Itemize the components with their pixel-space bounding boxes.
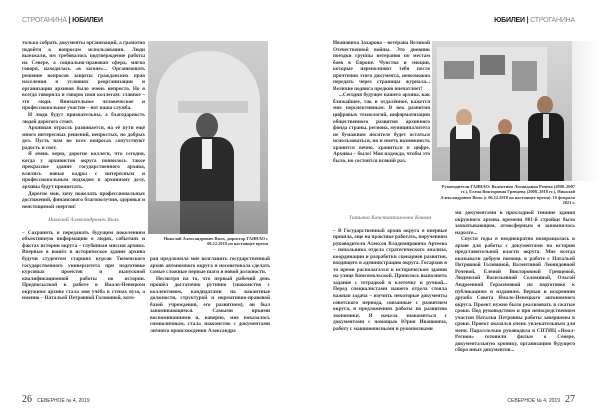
- photo-archive-directors: [432, 41, 600, 181]
- right-column-1-top: [333, 40, 430, 208]
- rubric-name: ЮБИЛЕИ: [72, 17, 103, 24]
- photo-caption: Николай Александрович Виль, директор ГАЯНАО с 06.12.2018 по настоящее время: [163, 236, 268, 247]
- paragraph: Спустя годы я неоднократно возвращалась в архив для работы с документами по истории представительной власти округа. Мне всегда оказывали добрую помощь в работе с Натальей Петровной Головиной, Валентиной Леонидовной Рочевой, Еленой Викторовной Гревцевой, Людмилой Васильевной Соломиной, Ольгой Андреевной Герасимовой по подготовке к публикациям и изданиям. Верная и искренняя дружба Совета Ямало-Ненецкого автономного округа. Проект нужно было реализовать в сжатые сроки. Под руководством и при непосредственном участии Натальи Петровны работы завершены в сроки. Проект оказался очень увлекательным для меня. Параллельно руководила я СПТИЦ «Ямал-Регион» готовили фильм о Севере, документальную хронику, организацию будущего сбора иных документов...: [455, 236, 575, 354]
- paragraph: Архивная отрасль развивается, на её пути ещё много интересных решений, непростых, но добрых дел. Пусть вам во всех вопросах сопутствуют радость и свет.: [22, 125, 145, 151]
- paragraph: ...Сегодня будущее нашего архива, как ближайшее, так и отдалённое, кажется мне перспективным. В век развития цифровых технологий, информатизации общественного развития архивного фонда страны, региона, муниципалитета не бумажном носителе будет остаться использоваться, но и иметь возможность хранится вечно, храниться в цифре. Архивы – было! Моя надежда, чтобы это было, но состоится всякий раз.: [333, 92, 430, 164]
- paragraph: рая предложила мне возглавить государственный архив автономного округа и посоветовала сделать самые сложные первые шаги в новой должности.: [150, 256, 270, 276]
- left-running-header: [22, 17, 103, 24]
- page-number: 27: [565, 394, 575, 405]
- header-separator: |: [526, 17, 529, 24]
- section-name: СТРОГАНИНА: [22, 17, 67, 24]
- paragraph: – В Государственный архив округа я впервые пришла, еще на практике работать, поручениям руководителя Алексея Владимировича Артеева – начальника отдела стратегического анализа, координации и разработки сценариев развития, входящего в администрацию округа. Госархив в то время располагался в историческом здании на улице Комсомольской. Пришлось выполнять задание с тетрадкой в клеточку и ручкой... Перед специалистами нашего отдела стояла важная задача – изучить некоторые документы советского периода, связанные с развитием округа, в предложениях работы по развитию экономики. Я начала знакомиться с документами с помощью Юрия Ивановича, работу с машинописными и рукописными: [333, 227, 447, 332]
- section-name: СТРОГАНИНА: [530, 17, 575, 24]
- paragraph: ми документами в прохладной тишине здания окружного архива времени 801-й стройки было захватывающим, атмосферным и запомнилось надолго...: [455, 210, 575, 236]
- right-column-1-bottom: [333, 208, 447, 392]
- left-column-2: [150, 256, 270, 390]
- header-separator: |: [68, 17, 71, 24]
- photo-director-speech: [148, 41, 268, 234]
- left-column-1: [22, 40, 145, 390]
- photo-caption: Руководители ГАЯНАО: Валентина Леонидовна Рочева (2000–2007 гг.), Елена Викторовна Гревцева (2008–2018 гг.), Николай Александрович Виль (с 06.12.2018 по настоящее время). 16 февраля 2021 г.: [440, 184, 575, 206]
- paragraph: И люди будут признательны, а благодарность людей дорогого стоит.: [22, 112, 145, 125]
- paragraph: Я очень верю, дорогие коллеги, что сегодня, когда у архивистов округа появилось такое прекрасное здание государственного архива, влились новые кадры с интересным и профессиональным подходом к архивному делу, архивы будут процветать.: [22, 151, 145, 191]
- author-heading: Татьяна Константиновна Кокова: [348, 215, 432, 221]
- magazine-issue: СЕВЕРНОЕ № 4, 2019: [507, 398, 560, 404]
- paragraph: Дорогие мои, хочу пожелать профессиональных достижений, финансового благополучия, здоровья и неистощимой энергии!: [22, 190, 145, 210]
- paragraph: Несмотря на то, что первый рабочий день прошёл достаточно рутинно (знакомство с коллективом, кандидатами на вакантные должности, структурой и нормативно-правовой базой учреждения, его развитием), он был запоминающимся. Самыми яркими воспоминаниями и, наверно, мне показалось символичным, стала знакомство с документами личного происхождения Александра: [150, 275, 270, 335]
- paragraph: – Сохранять и передавать будущим поколениям объективную информацию о людях, событиях и фактах истории округа – глубинная миссия архива. Впервые я вошёл в историческое здание архива будучи студентом старших курсов Тюменского государственного университета при подготовке курсовых проектов и выпускной квалификационной работы по истории. Предпосылкой к работе в Ямало-Ненецком окружном архиве стала моя учёба в стенах вуза, а именно – Натальей Петровной Головиной, кото-: [22, 229, 145, 302]
- left-footer: [22, 394, 90, 405]
- rubric-name: ЮБИЛЕИ: [494, 17, 525, 24]
- right-footer: [507, 394, 575, 405]
- page-number: 26: [22, 394, 32, 405]
- paragraph: Ивановича Захарова – ветерана Великой Отечественной войны. Это дневник поездки группы ветеранов по местам боев в Европе. Чувства и эмоции, которые переполняют тебя после прочтения этого документа, невозможно передать через страницы журнала... Величие подвига предков впечатляет!: [333, 40, 430, 92]
- author-heading: Николай Александрович Виль: [48, 217, 119, 224]
- right-running-header: [494, 17, 575, 24]
- magazine-issue: СЕВЕРНОЕ № 4, 2019: [37, 398, 90, 404]
- paragraph: только собрать документы организаций, а грамотно подойти к вопросам использования. Люди выезжали, им требовалось подтверждение работы на Севере, а социально-правовая сфера, мягко говоря, находилась «в загоне»... Организовать решение вопросов защиты гражданских прав населения в условиях реорганизации и организации архивов было очень непросто. Но я всегда говорила и говорю свои коллегам: главное – это люди. Внимательное человеческое и профессиональное участие – вот наша служба.: [22, 40, 145, 112]
- right-column-2: [455, 210, 575, 392]
